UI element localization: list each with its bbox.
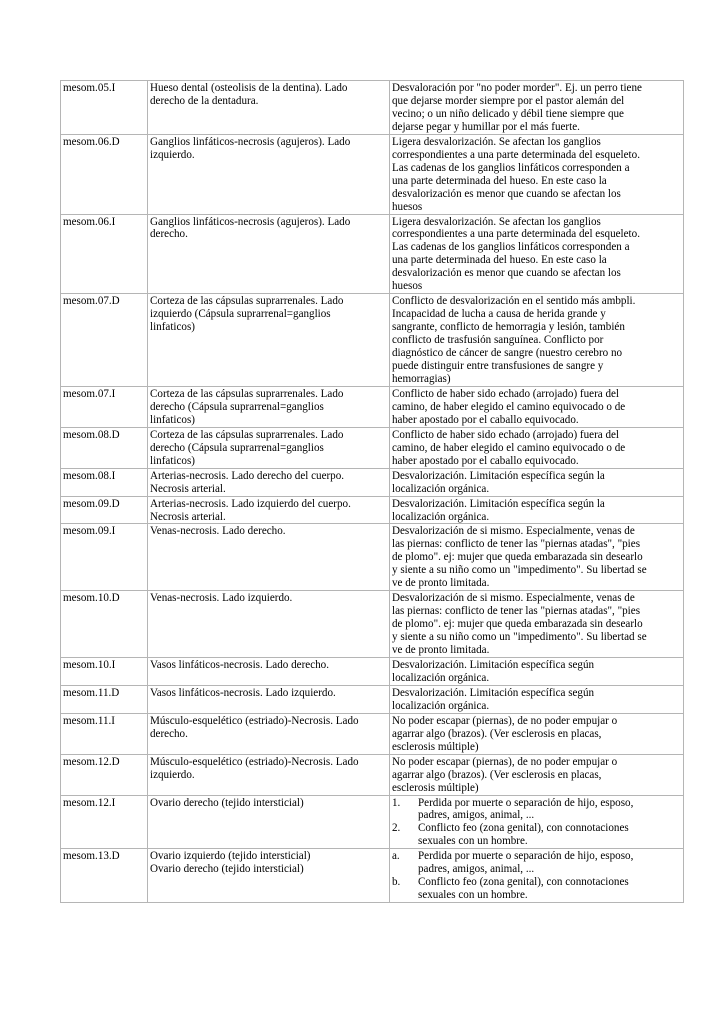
- tissue-cell: Ganglios linfáticos-necrosis (agujeros). Lado derecho.: [148, 214, 390, 294]
- code-cell: mesom.08.I: [61, 468, 148, 496]
- table-row: [61, 294, 684, 387]
- table-row: [61, 81, 684, 135]
- code-cell: mesom.08.D: [61, 427, 148, 468]
- code-cell: mesom.11.I: [61, 713, 148, 754]
- tissue-cell: Corteza de las cápsulas suprarrenales. Lado izquierdo (Cápsula suprarrenal=ganglios linfaticos): [148, 294, 390, 387]
- table-row: [61, 657, 684, 685]
- table-row: [61, 386, 684, 427]
- conflict-cell: No poder escapar (piernas), de no poder empujar o agarrar algo (brazos). (Ver esclerosis en placas, esclerosis múltiple): [390, 713, 684, 754]
- table-body: [61, 81, 684, 903]
- conflict-cell: Desvalorización. Limitación específica según localización orgánica.: [390, 657, 684, 685]
- code-cell: mesom.13.D: [61, 849, 148, 903]
- tissue-cell: Ovario derecho (tejido intersticial): [148, 795, 390, 849]
- code-cell: mesom.09.I: [61, 524, 148, 591]
- list-marker: b.: [392, 876, 401, 889]
- lettered-list-item: [392, 850, 681, 876]
- list-marker: 1.: [392, 796, 401, 809]
- tissue-cell: Arterias-necrosis. Lado izquierdo del cuerpo. Necrosis arterial.: [148, 496, 390, 524]
- code-cell: mesom.07.I: [61, 386, 148, 427]
- tissue-cell: Ganglios linfáticos-necrosis (agujeros). Lado izquierdo.: [148, 134, 390, 214]
- code-cell: mesom.07.D: [61, 294, 148, 387]
- conflict-cell: Desvalorización de si mismo. Especialmente, venas de las piernas: conflicto de tener las "piernas atadas", "pies de plomo". ej: mujer que queda embarazada sin desearlo y siente a su niño como un "impedimento". Su libertad se ve de pronto limitada.: [390, 524, 684, 591]
- tissue-cell: Vasos linfáticos-necrosis. Lado izquierdo.: [148, 685, 390, 713]
- conflict-cell: Desvalorización de si mismo. Especialmente, venas de las piernas: conflicto de tener las "piernas atadas", "pies de plomo". ej: mujer que queda embarazada sin desearlo y siente a su niño como un "impedimento". Su libertad se ve de pronto limitada.: [390, 591, 684, 658]
- conflict-cell: [390, 849, 684, 903]
- conflict-cell: [390, 795, 684, 849]
- table-row: [61, 849, 684, 903]
- table-row: [61, 754, 684, 795]
- table-row: [61, 713, 684, 754]
- lettered-list-item: [392, 876, 681, 902]
- table-row: [61, 468, 684, 496]
- conflict-cell: Desvalorización. Limitación específica según la localización orgánica.: [390, 468, 684, 496]
- code-cell: mesom.10.D: [61, 591, 148, 658]
- table-row: [61, 795, 684, 849]
- code-cell: mesom.06.I: [61, 214, 148, 294]
- list-item-text: Conflicto feo (zona genital), con connotaciones sexuales con un hombre.: [418, 876, 629, 902]
- table-row: [61, 496, 684, 524]
- tissue-cell: Corteza de las cápsulas suprarrenales. Lado derecho (Cápsula suprarrenal=ganglios linfaticos): [148, 427, 390, 468]
- code-cell: mesom.09.D: [61, 496, 148, 524]
- conflict-cell: Desvalorización. Limitación específica según localización orgánica.: [390, 685, 684, 713]
- tissue-cell: Vasos linfáticos-necrosis. Lado derecho.: [148, 657, 390, 685]
- numbered-list-item: [392, 822, 681, 848]
- code-cell: mesom.05.I: [61, 81, 148, 135]
- conflict-cell: Conflicto de haber sido echado (arrojado) fuera del camino, de haber elegido el camino equivocado o de haber apostado por el caballo equivocado.: [390, 386, 684, 427]
- table-row: [61, 134, 684, 214]
- code-cell: mesom.06.D: [61, 134, 148, 214]
- tissue-cell: Venas-necrosis. Lado izquierdo.: [148, 591, 390, 658]
- table-row: [61, 427, 684, 468]
- code-cell: mesom.11.D: [61, 685, 148, 713]
- list-marker: a.: [392, 850, 400, 863]
- code-cell: mesom.10.I: [61, 657, 148, 685]
- table-row: [61, 214, 684, 294]
- table-row: [61, 685, 684, 713]
- tissue-cell: Corteza de las cápsulas suprarrenales. Lado derecho (Cápsula suprarrenal=ganglios linfaticos): [148, 386, 390, 427]
- list-marker: 2.: [392, 822, 401, 835]
- list-item-text: Conflicto feo (zona genital), con connotaciones sexuales con un hombre.: [418, 822, 629, 848]
- conflict-cell: Ligera desvalorización. Se afectan los ganglios correspondientes a una parte determinada del esqueleto. Las cadenas de los ganglios linfáticos corresponden a una parte determinada del hueso. En este caso la desvalorización es menor que cuando se afectan los huesos: [390, 134, 684, 214]
- conflict-cell: Conflicto de desvalorización en el sentido más ambpli. Incapacidad de lucha a causa de herida grande y sangrante, conflicto de hemorragia y lesión, también conflicto de trasfusión sanguínea. Conflicto por diagnóstico de cáncer de sangre (nuestro cerebro no puede distinguir entre transfusiones de sangre y hemorragias): [390, 294, 684, 387]
- conflict-cell: Desvaloración por "no poder morder". Ej. un perro tiene que dejarse morder siempre por el pastor alemán del vecino; o un niño delicado y débil tiene siempre que dejarse pegar y humillar por el más fuerte.: [390, 81, 684, 135]
- tissue-cell: Ovario izquierdo (tejido intersticial) Ovario derecho (tejido intersticial): [148, 849, 390, 903]
- tissue-cell: Músculo-esquelético (estriado)-Necrosis. Lado izquierdo.: [148, 754, 390, 795]
- conflict-cell: Desvalorización. Limitación específica según la localización orgánica.: [390, 496, 684, 524]
- code-cell: mesom.12.I: [61, 795, 148, 849]
- conflict-cell: Ligera desvalorización. Se afectan los ganglios correspondientes a una parte determinada del esqueleto. Las cadenas de los ganglios linfáticos corresponden a una parte determinada del hueso. En este caso la desvalorización es menor que cuando se afectan los huesos: [390, 214, 684, 294]
- numbered-list-item: [392, 797, 681, 823]
- table-row: [61, 524, 684, 591]
- tissue-cell: Venas-necrosis. Lado derecho.: [148, 524, 390, 591]
- list-item-text: Perdida por muerte o separación de hijo, esposo, padres, amigos, animal, ...: [418, 796, 634, 822]
- conflict-cell: No poder escapar (piernas), de no poder empujar o agarrar algo (brazos). (Ver esclerosis en placas, esclerosis múltiple): [390, 754, 684, 795]
- code-cell: mesom.12.D: [61, 754, 148, 795]
- conflict-cell: Conflicto de haber sido echado (arrojado) fuera del camino, de haber elegido el camino equivocado o de haber apostado por el caballo equivocado.: [390, 427, 684, 468]
- tissue-cell: Músculo-esquelético (estriado)-Necrosis. Lado derecho.: [148, 713, 390, 754]
- tissue-cell: Hueso dental (osteolisis de la dentina). Lado derecho de la dentadura.: [148, 81, 390, 135]
- table-row: [61, 591, 684, 658]
- tissue-cell: Arterias-necrosis. Lado derecho del cuerpo. Necrosis arterial.: [148, 468, 390, 496]
- document-table: [60, 80, 684, 903]
- list-item-text: Perdida por muerte o separación de hijo, esposo, padres, amigos, animal, ...: [418, 850, 634, 876]
